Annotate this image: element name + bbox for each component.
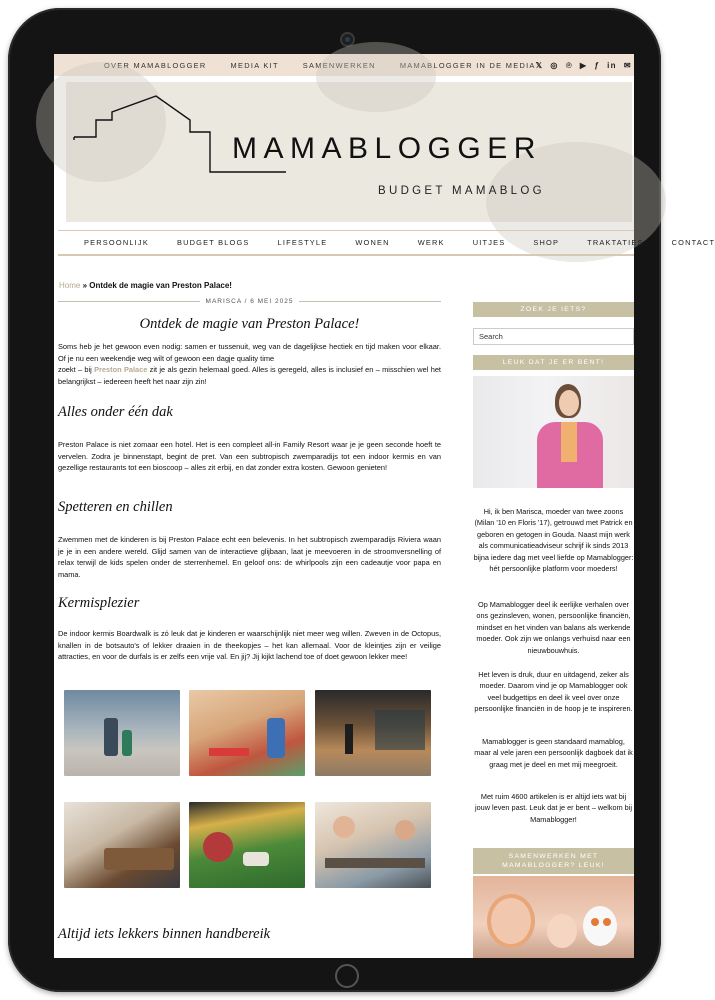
breadcrumb-separator: »	[80, 281, 90, 290]
paragraph-alles-onder-een-dak: Preston Palace is niet zomaar een hotel. Het is een compleet all-in Family Resort waar je je geen seconde hoeft te vervelen. Zodra je binnenstapt, begint de pret. Van een subtropisch zwemparadijs tot een indoor kermis en van gezellige restaurants tot een bioscoop – alles zit erbij, en dat zonder extra kosten. Gewoon genieten!	[58, 440, 441, 473]
paragraph-kermisplezier: De indoor kermis Boardwalk is zó leuk dat je kinderen er waarschijnlijk niet meer weg willen. Zweven in de Octopus, knallen in de botsauto's of lekker draaien in de theekopjes – het kan allemaal. Voor de kleintjes zijn er veilige attracties, en voor de durfals is er zelfs een vrije val. En jij? Jij kijkt lachend toe of doet gewoon lekker mee!	[58, 629, 441, 662]
sidebar-welcome-header: LEUK DAT JE ER BENT!	[473, 355, 634, 370]
browser-viewport	[54, 54, 715, 958]
heading-altijd-iets-lekkers: Altijd iets lekkers binnen handbereik	[58, 926, 271, 942]
photo-boardwalk-interior[interactable]	[315, 690, 431, 776]
site-logo-title: MAMABLOGGER	[232, 132, 542, 165]
search-input[interactable]: Search	[473, 328, 634, 345]
site-header-banner[interactable]	[66, 82, 632, 222]
post-title: Ontdek de magie van Preston Palace!	[139, 316, 360, 332]
email-icon[interactable]: ✉	[623, 60, 632, 70]
nav-shop[interactable]: SHOP	[533, 238, 560, 247]
nav-werk[interactable]: WERK	[417, 238, 445, 247]
collab-photo[interactable]	[473, 876, 634, 958]
breadcrumb-current: Ontdek de magie van Preston Palace!	[89, 281, 232, 290]
youtube-icon[interactable]: ▶	[579, 60, 588, 70]
nav-contact[interactable]: CONTACT	[671, 238, 715, 247]
x-icon[interactable]: 𝕏	[535, 60, 544, 70]
intro-text-1: Soms heb je het gewoon even nodig: samen er tussenuit, weg van de dagelijkse hectiek en tijd maken voor elkaar. Of je nu een weekendje weg wilt of gewoon een dagje quality time	[58, 342, 441, 363]
home-button[interactable]	[335, 964, 359, 988]
nav-wonen[interactable]: WONEN	[355, 238, 390, 247]
sidebar-bio-4: Mamablogger is geen standaard mamablog, maar al vele jaren een persoonlijk dagboek dat ik graag met je deel en met mij meegroeit.	[474, 737, 633, 769]
nav-persoonlijk[interactable]: PERSOONLIJK	[84, 238, 149, 247]
author-photo[interactable]	[473, 376, 634, 488]
post-author-date[interactable]: MARISCA / 6 MEI 2025	[205, 298, 294, 305]
preston-palace-link[interactable]: Preston Palace	[94, 365, 148, 375]
photo-buffet[interactable]	[64, 802, 180, 888]
breadcrumb-home-link[interactable]: Home	[59, 281, 81, 290]
sidebar-collab-header: SAMENWERKEN MET MAMABLOGGER? LEUK!	[473, 848, 634, 874]
sidebar-bio-1: Hi, ik ben Marisca, moeder van twee zoons (Milan '10 en Floris '17), getrouwd met Patrick en geboren en getogen in Gouda. Naast mijn werk als communicatieadviseur schrijf ik sinds 2013 bijna iedere dag met veel liefde op Mamablogger: hét persoonlijke platform voor moeders!	[473, 507, 634, 574]
nav-traktaties[interactable]: TRAKTATIES	[587, 238, 644, 247]
topnav-over-mamablogger[interactable]: OVER MAMABLOGGER	[104, 60, 207, 70]
facebook-icon[interactable]: ƒ	[594, 60, 601, 70]
site-logo-subtitle: BUDGET MAMABLOG	[378, 185, 545, 197]
instagram-icon[interactable]: ◎	[550, 60, 559, 70]
post-intro	[58, 341, 441, 387]
pinterest-icon[interactable]: ℗	[565, 60, 573, 70]
sidebar-bio-5: Met ruim 4600 artikelen is er altijd iets wat bij jouw leven past. Leuk dat je er bent – welkom bij Mamablogger!	[475, 792, 632, 824]
heading-kermisplezier: Kermisplezier	[58, 595, 140, 611]
sidebar	[473, 302, 634, 488]
main-navigation	[58, 230, 715, 256]
breadcrumb	[59, 281, 232, 290]
linkedin-icon[interactable]: in	[607, 60, 617, 70]
social-links	[536, 61, 635, 70]
intro-text-2b: zit je als gezin helemaal goed. Alles is geregeld, alles is inclusief en – misschien wel het belangrijkst – iedereen heeft het naar zijn zin!	[58, 365, 441, 386]
sidebar-search-header: ZOEK JE IETS?	[473, 302, 634, 317]
sidebar-bio-2: Op Mamablogger deel ik eerlijke verhalen over ons gezinsleven, wonen, persoonlijke financiën, mindset en het vinden van balans als werkende moeder. Ook zijn we onlangs verhuisd naar een nieuwbouwhuis.	[476, 600, 631, 655]
topnav-media-kit[interactable]: MEDIA KIT	[230, 60, 279, 70]
paragraph-spetteren: Zwemmen met de kinderen is bij Preston Palace echt een belevenis. In het subtropisch zwemparadijs Riviera waan je je in een andere wereld. Glijd samen van de interactieve glijbaan, laat je meevoeren in de stroomversnelling of relax terwijl de kids spelen onder de sterrenhemel. En geloof ons: de whirlpools zijn een cadeautje voor papa en mama.	[58, 535, 441, 579]
tablet-frame	[8, 8, 715, 992]
photo-play-area[interactable]	[189, 690, 305, 776]
post-meta	[58, 298, 441, 305]
intro-text-2a: zoekt – bij	[58, 365, 95, 375]
photo-midgetgolf[interactable]	[189, 802, 305, 888]
sidebar-bio-3: Het leven is druk, duur en uitdagend, zeker als moeder. Daarom vind je op Mamablogger ook veel budgettips en deel ik veel over onze persoonlijke financiën in de hoop je te inspireren.	[474, 670, 633, 714]
photo-family-dinner[interactable]	[315, 802, 431, 888]
nav-lifestyle[interactable]: LIFESTYLE	[277, 238, 328, 247]
topnav-in-de-media[interactable]: MAMABLOGGER IN DE MEDIA	[399, 60, 536, 70]
heading-alles-onder-een-dak: Alles onder één dak	[58, 404, 173, 420]
photo-family-resort-entrance[interactable]	[64, 690, 180, 776]
nav-uitjes[interactable]: UITJES	[472, 238, 506, 247]
heading-spetteren: Spetteren en chillen	[58, 499, 173, 515]
topnav-samenwerken[interactable]: SAMENWERKEN	[302, 60, 376, 70]
nav-budget-blogs[interactable]: BUDGET BLOGS	[176, 238, 250, 247]
